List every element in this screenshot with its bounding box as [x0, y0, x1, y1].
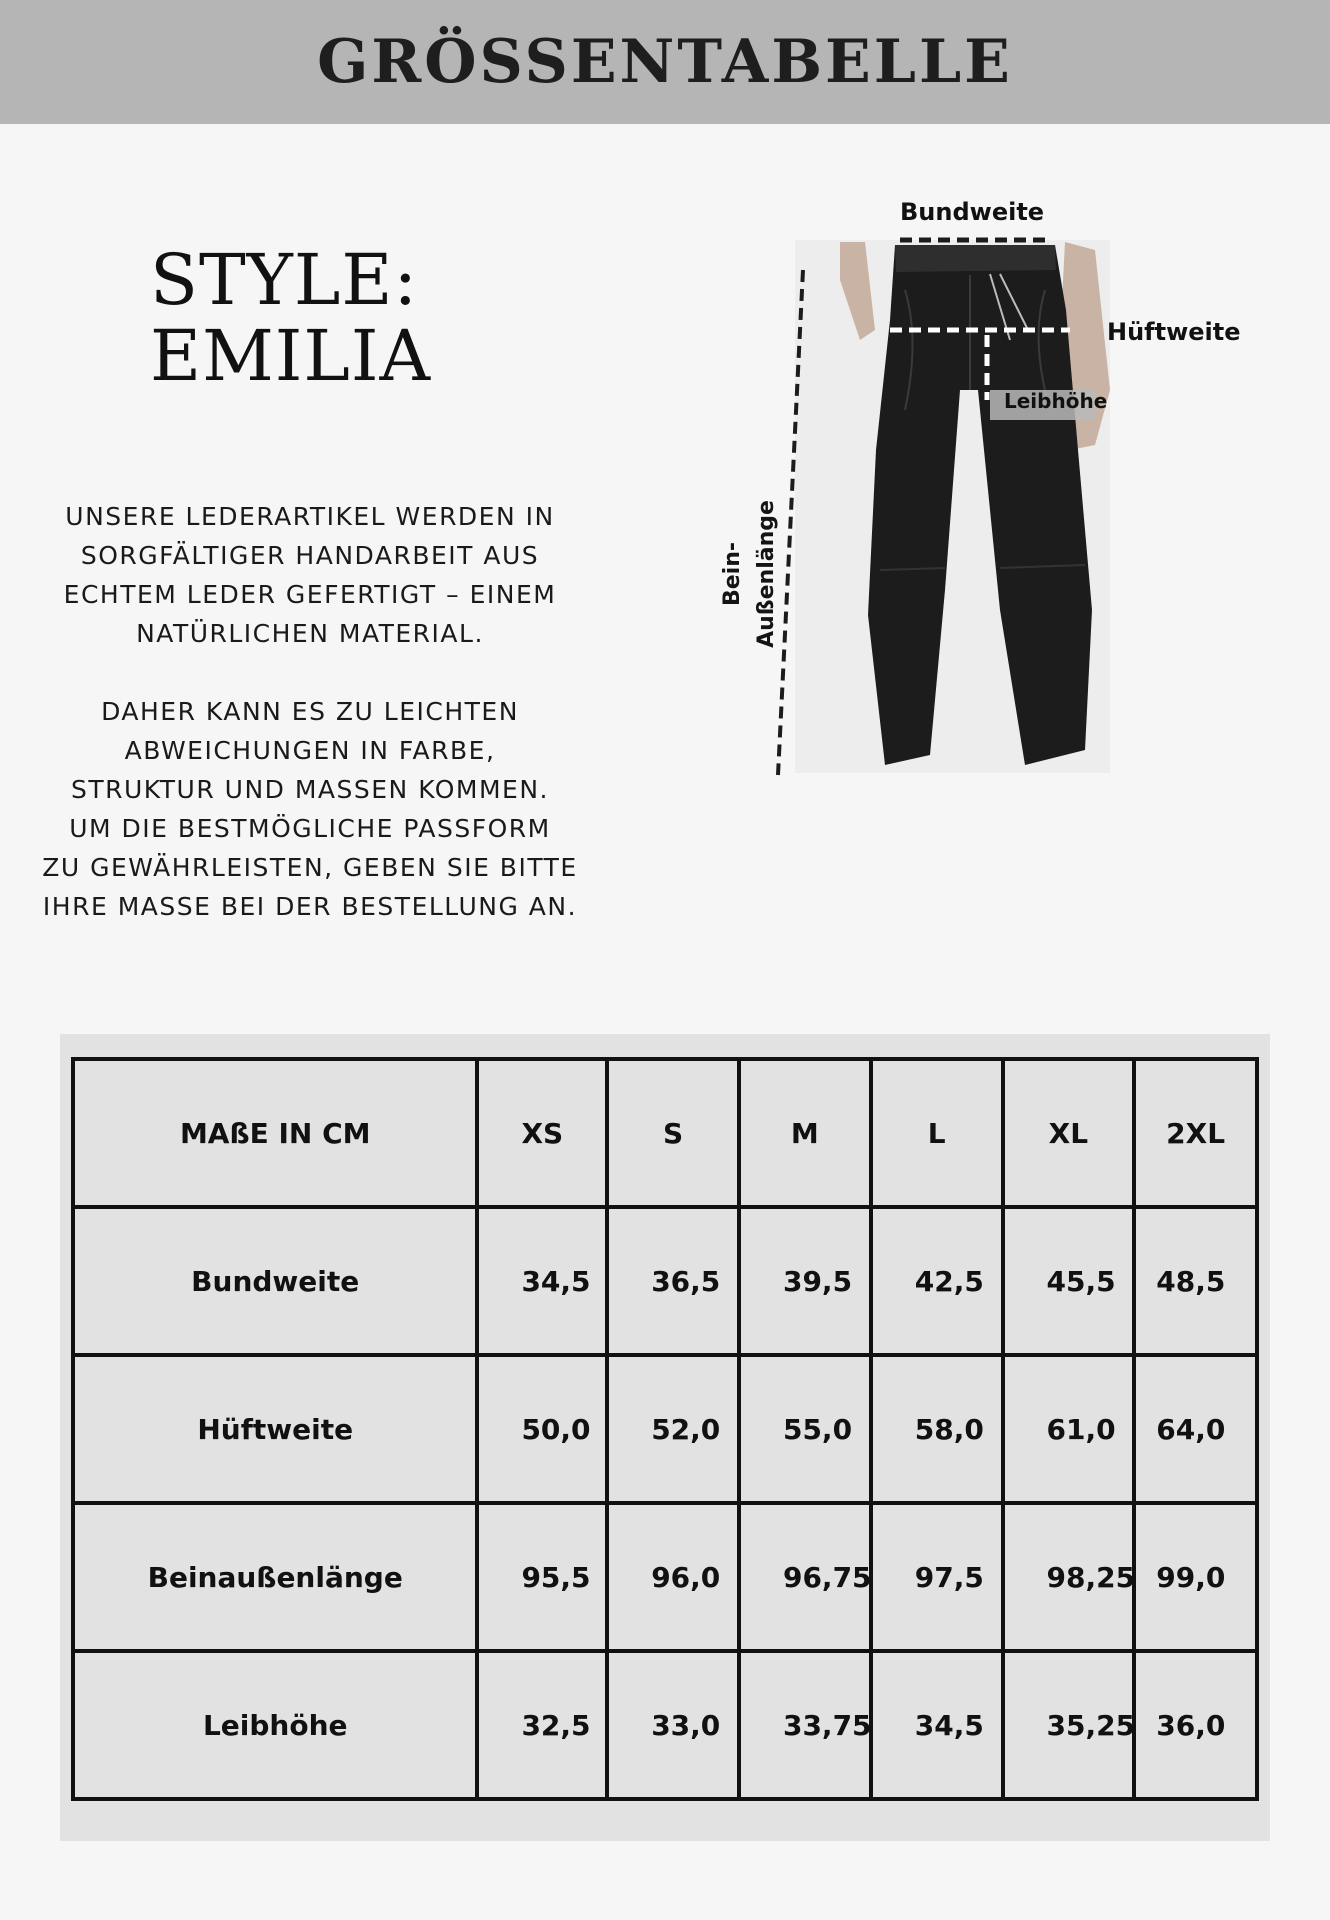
label-hueftweite: Hüftweite	[1107, 318, 1241, 346]
table-cell: 33,75	[739, 1651, 871, 1799]
header-bar	[0, 0, 1330, 124]
table-cell: 34,5	[871, 1651, 1003, 1799]
size-header: M	[739, 1059, 871, 1207]
style-title	[150, 239, 432, 397]
description-line: UNSERE LEDERARTIKEL WERDEN IN	[65, 502, 555, 531]
size-table	[71, 1057, 1259, 1801]
table-cell: 48,5	[1134, 1207, 1257, 1355]
page-title: GRÖSSENTABELLE	[317, 27, 1013, 97]
description-line: ECHTEM LEDER GEFERTIGT – EINEM	[63, 580, 557, 609]
table-cell: 61,0	[1003, 1355, 1135, 1503]
description-line: NATÜRLICHEN MATERIAL.	[136, 619, 484, 648]
row-label: Bundweite	[73, 1207, 477, 1355]
label-leibhoehe: Leibhöhe	[1004, 389, 1108, 413]
size-header: XL	[1003, 1059, 1135, 1207]
table-row	[73, 1503, 1257, 1651]
table-cell: 64,0	[1134, 1355, 1257, 1503]
description-line: STRUKTUR UND MASSEN KOMMEN.	[71, 775, 549, 804]
table-cell: 36,5	[607, 1207, 739, 1355]
style-name: EMILIA	[150, 315, 432, 397]
table-cell: 35,25	[1003, 1651, 1135, 1799]
table-row	[73, 1207, 1257, 1355]
table-cell: 39,5	[739, 1207, 871, 1355]
table-cell: 32,5	[477, 1651, 607, 1799]
description-line: UM DIE BESTMÖGLICHE PASSFORM	[69, 814, 551, 843]
table-cell: 45,5	[1003, 1207, 1135, 1355]
size-header: S	[607, 1059, 739, 1207]
table-cell: 58,0	[871, 1355, 1003, 1503]
description-line: ZU GEWÄHRLEISTEN, GEBEN SIE BITTE	[42, 853, 578, 882]
table-header-label: MAßE IN CM	[73, 1059, 477, 1207]
description-paragraph-1	[40, 497, 580, 653]
size-header: XS	[477, 1059, 607, 1207]
table-cell: 36,0	[1134, 1651, 1257, 1799]
table-cell: 99,0	[1134, 1503, 1257, 1651]
description-line: ABWEICHUNGEN IN FARBE,	[124, 736, 496, 765]
table-cell: 96,75	[739, 1503, 871, 1651]
table-row	[73, 1651, 1257, 1799]
label-bundweite: Bundweite	[900, 198, 1045, 226]
description-paragraph-2	[40, 692, 580, 926]
size-table-panel	[60, 1034, 1270, 1841]
label-bein-line2: Außenlänge	[754, 500, 779, 648]
table-cell: 55,0	[739, 1355, 871, 1503]
table-cell: 95,5	[477, 1503, 607, 1651]
measurement-figure	[700, 190, 1260, 790]
table-row	[73, 1355, 1257, 1503]
table-cell: 33,0	[607, 1651, 739, 1799]
row-label: Beinaußenlänge	[73, 1503, 477, 1651]
label-bein-line1: Bein-	[720, 541, 745, 607]
label-bein-aussenlaenge	[716, 464, 784, 684]
description-line: DAHER KANN ES ZU LEICHTEN	[101, 697, 519, 726]
table-header-row	[73, 1059, 1257, 1207]
table-cell: 97,5	[871, 1503, 1003, 1651]
style-label: STYLE:	[150, 239, 419, 321]
trousers-illustration	[700, 190, 1260, 790]
table-cell: 42,5	[871, 1207, 1003, 1355]
row-label: Hüftweite	[73, 1355, 477, 1503]
row-label: Leibhöhe	[73, 1651, 477, 1799]
description-line: IHRE MASSE BEI DER BESTELLUNG AN.	[42, 892, 578, 921]
table-cell: 50,0	[477, 1355, 607, 1503]
table-cell: 34,5	[477, 1207, 607, 1355]
table-cell: 52,0	[607, 1355, 739, 1503]
size-header: L	[871, 1059, 1003, 1207]
table-cell: 96,0	[607, 1503, 739, 1651]
description-line: SORGFÄLTIGER HANDARBEIT AUS	[80, 541, 540, 570]
size-header: 2XL	[1134, 1059, 1257, 1207]
table-cell: 98,25	[1003, 1503, 1135, 1651]
